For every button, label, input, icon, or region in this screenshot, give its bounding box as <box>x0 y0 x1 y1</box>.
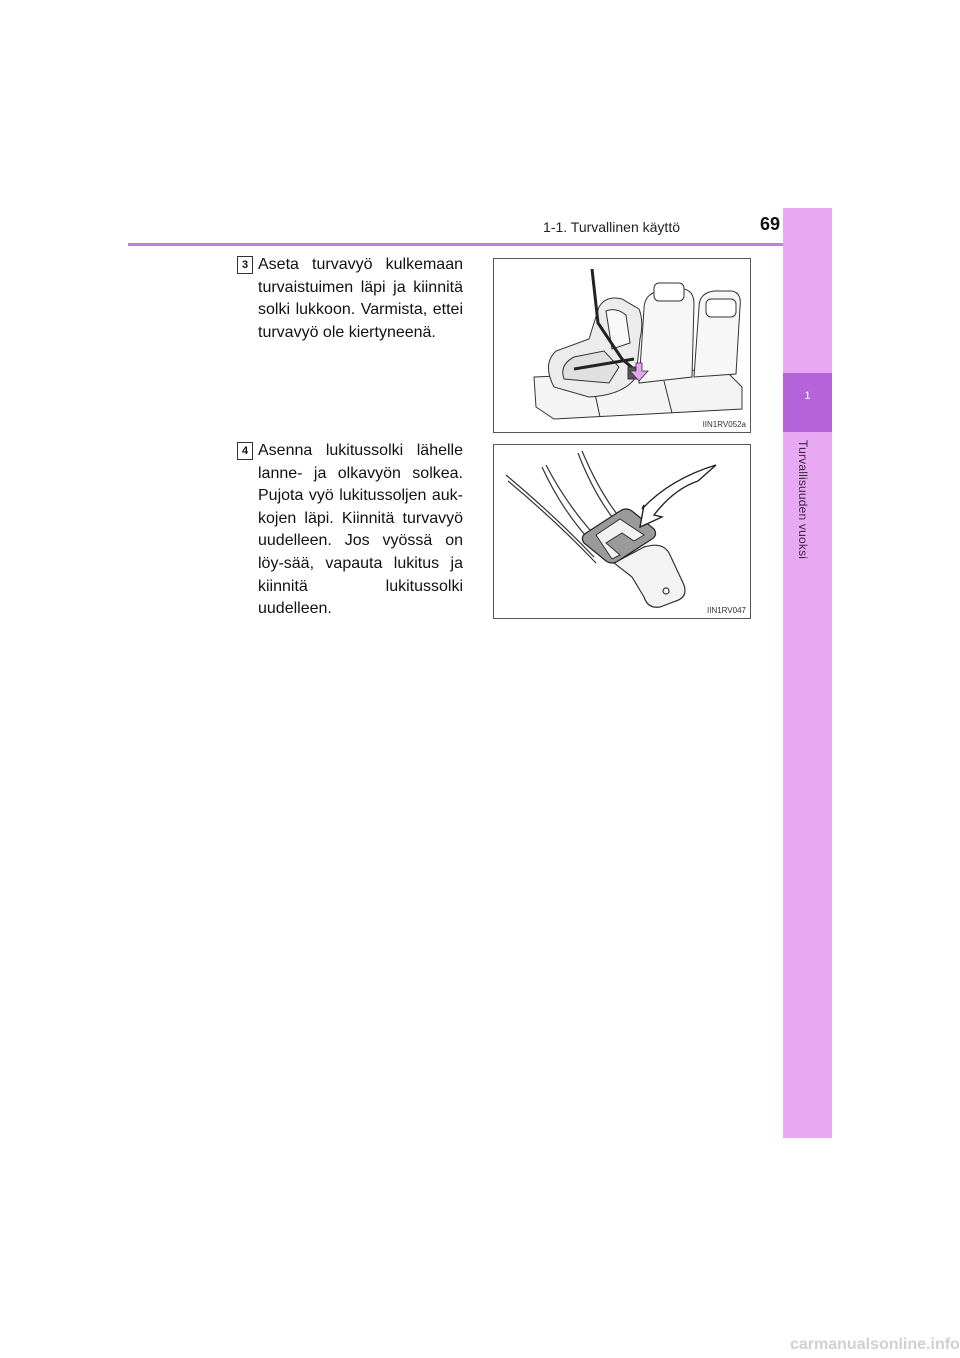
step-4-text: Asenna lukitussolki lähelle lanne- ja olkavyön solkea. Pujota vyö lukitussoljen auk-kojen läpi. Kiinnitä turvavyö uudelleen. Jos vyössä on löy-sää, vapauta lukitus ja kiinnitä lukitussolki uudelleen. <box>258 442 463 618</box>
watermark: carmanualsonline.info <box>790 1336 960 1353</box>
chapter-number: 1 <box>804 390 811 402</box>
figure-code-2: IIN1RV047 <box>707 606 746 615</box>
figure-code-1: IIN1RV052a <box>702 420 746 429</box>
chapter-title: Turvallisuuden vuoksi <box>796 440 810 560</box>
page-number: 69 <box>759 214 780 234</box>
car-seat-illustration <box>494 259 750 432</box>
figure-locking-clip <box>493 444 751 619</box>
step-3-text: Aseta turvavyö kulkemaan turvaistuimen läpi ja kiinnitä solki lukkoon. Varmista, ettei turvavyö ole kiertyneenä. <box>258 256 463 341</box>
figure-child-seat-belt <box>493 258 751 433</box>
header-rule <box>128 243 832 246</box>
locking-clip-illustration <box>494 445 750 618</box>
chapter-side-tab <box>783 208 832 1138</box>
header-section-title: 1-1. Turvallinen käyttö <box>543 219 680 235</box>
step-badge-4: 4 <box>237 442 253 460</box>
step-badge-3: 3 <box>237 256 253 274</box>
chapter-number-tab <box>783 373 832 432</box>
